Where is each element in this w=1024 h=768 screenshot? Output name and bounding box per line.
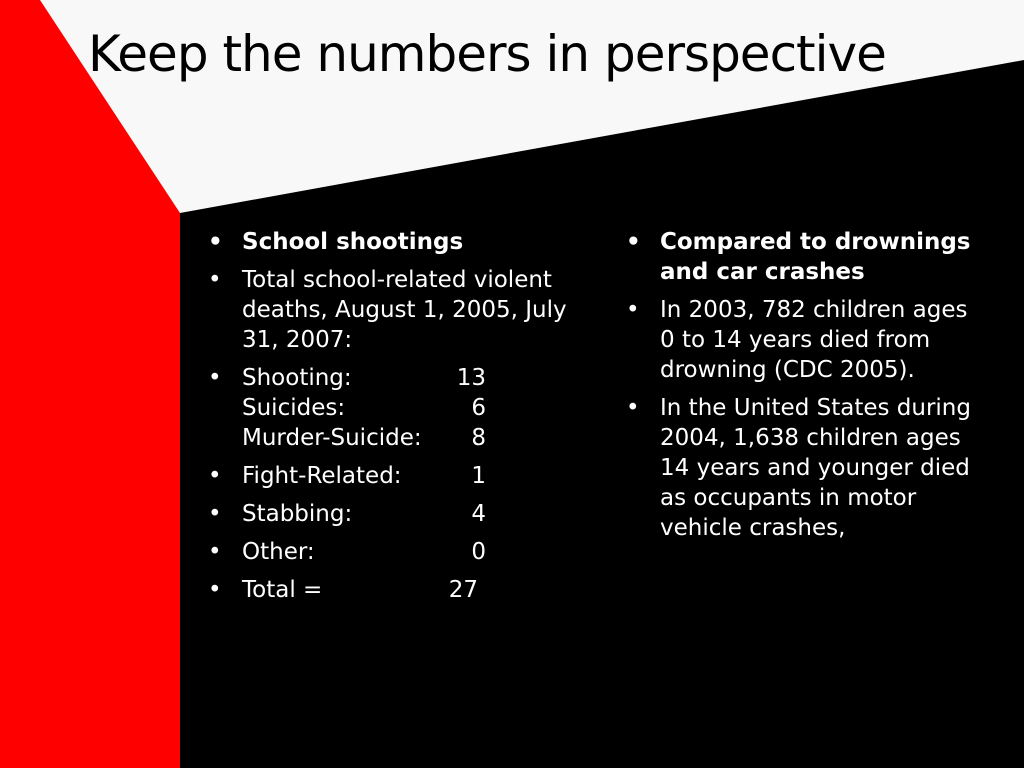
stat-label: Murder-Suicide:: [242, 425, 422, 451]
stat-suicides: [242, 393, 486, 423]
stat-other-item: [204, 537, 594, 567]
stat-label: • Shooting:: [242, 365, 352, 391]
stat-value: 8: [471, 425, 486, 451]
stat-label: • Other:: [242, 539, 315, 565]
right-column-list: [622, 227, 982, 551]
intro-item: • Total school-related violent deaths, August 1, 2005, July 31, 2007:: [204, 265, 594, 355]
car-crash-point: • In the United States during 2004, 1,638 children ages 14 years and younger died as occupants in motor vehicle crashes,: [622, 393, 982, 543]
stat-fight-related-item: [204, 461, 594, 491]
stat-value: 4: [471, 501, 486, 527]
stat-value: 1: [471, 463, 486, 489]
stat-label: • Stabbing:: [242, 501, 353, 527]
stat-label: Suicides:: [242, 395, 346, 421]
stat-other: [242, 537, 486, 567]
stat-murder-suicide: [242, 423, 486, 453]
stat-label: • Fight-Related:: [242, 463, 402, 489]
stat-fight-related: [242, 461, 486, 491]
slide-title: Keep the numbers in perspective: [88, 25, 886, 83]
stat-total-item: [204, 575, 594, 605]
stat-stabbing-item: [204, 499, 594, 529]
stat-label: • Total =: [242, 577, 323, 603]
stat-value: 6: [471, 395, 486, 421]
stat-group-item: [204, 363, 594, 453]
stat-value: 0: [471, 539, 486, 565]
stat-shooting: [242, 363, 486, 393]
comparison-heading: • Compared to drownings and car crashes: [622, 227, 982, 287]
drowning-point: • In 2003, 782 children ages 0 to 14 years died from drowning (CDC 2005).: [622, 295, 982, 385]
stat-value: 27: [448, 577, 478, 603]
stat-value: 13: [456, 365, 486, 391]
stat-total: [242, 575, 478, 605]
school-shootings-heading: • School shootings: [204, 227, 594, 257]
stat-stabbing: [242, 499, 486, 529]
left-column-list: [204, 227, 594, 613]
